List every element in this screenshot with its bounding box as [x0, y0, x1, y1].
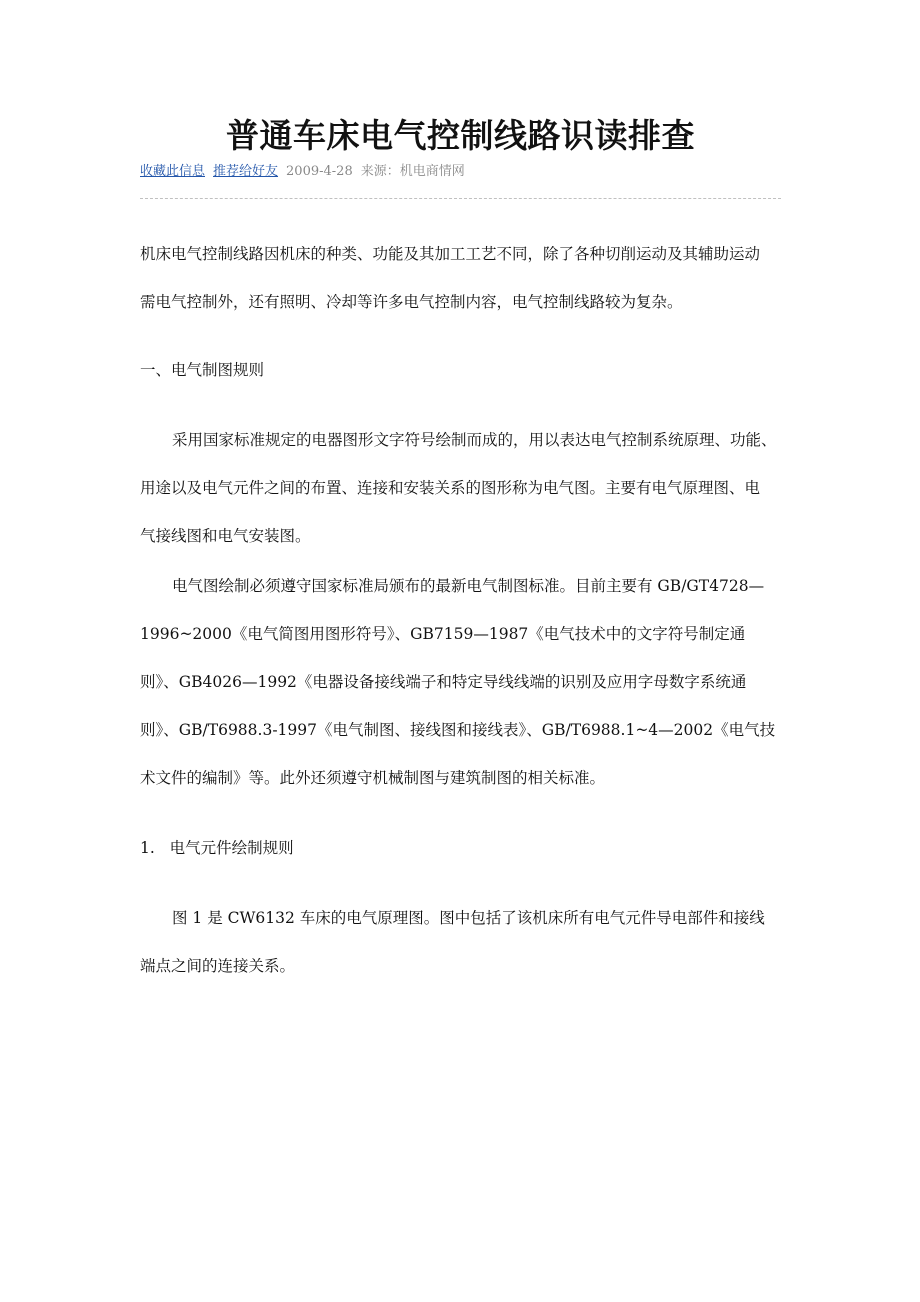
text-line: 需电气控制外，还有照明、冷却等许多电气控制内容，电气控制线路较为复杂。	[140, 293, 683, 311]
text-line: 图 1 是 CW6132 车床的电气原理图。图中包括了该机床所有电气元件导电部件和接线	[172, 909, 765, 927]
favorite-link[interactable]: 收藏此信息	[140, 164, 206, 179]
publish-date: 2009-4-28	[286, 164, 353, 179]
text-line: 则》、GB4026—1992《电器设备接线端子和特定导线线端的识别及应用字母数字系统通	[140, 673, 747, 691]
text-line: 电气图绘制必须遵守国家标准局颁布的最新电气制图标准。目前主要有 GB/GT4728—	[172, 577, 765, 595]
text-line: 则》、GB/T6988.3-1997《电气制图、接线图和接线表》、GB/T6988.1~4—2002《电气技	[140, 721, 776, 739]
subsection1-paragraph	[140, 894, 790, 990]
article-title: 普通车床电气控制线路识读排查	[226, 116, 695, 155]
text-line: 机床电气控制线路因机床的种类、功能及其加工工艺不同，除了各种切削运动及其辅助运动	[140, 245, 761, 263]
source-name: 机电商情网	[399, 164, 465, 179]
text-line: 端点之间的连接关系。	[140, 957, 296, 975]
section1-paragraph-1	[140, 416, 790, 560]
intro-paragraph	[140, 230, 790, 326]
text-line: 术文件的编制》等。此外还须遵守机械制图与建筑制图的相关标准。	[140, 769, 606, 787]
text-line: 采用国家标准规定的电器图形文字符号绘制而成的，用以表达电气控制系统原理、功能、	[172, 431, 777, 449]
section-heading	[140, 346, 790, 394]
section1-heading: 一、电气制图规则	[140, 361, 265, 379]
title-divider	[140, 198, 781, 199]
section1-paragraph-2	[140, 562, 790, 802]
text-line: 气接线图和电气安装图。	[140, 527, 311, 545]
subsection1-heading: 1. 电气元件绘制规则	[140, 839, 294, 857]
article-meta	[140, 162, 465, 182]
recommend-link[interactable]: 推荐给好友	[213, 164, 279, 179]
text-line: 用途以及电气元件之间的布置、连接和安装关系的图形称为电气图。主要有电气原理图、电	[140, 479, 761, 497]
text-line: 1996~2000《电气简图用图形符号》、GB7159—1987《电气技术中的文字符号制定通	[140, 625, 746, 643]
source-label: 来源：	[360, 164, 400, 179]
subsection-heading	[140, 824, 790, 872]
